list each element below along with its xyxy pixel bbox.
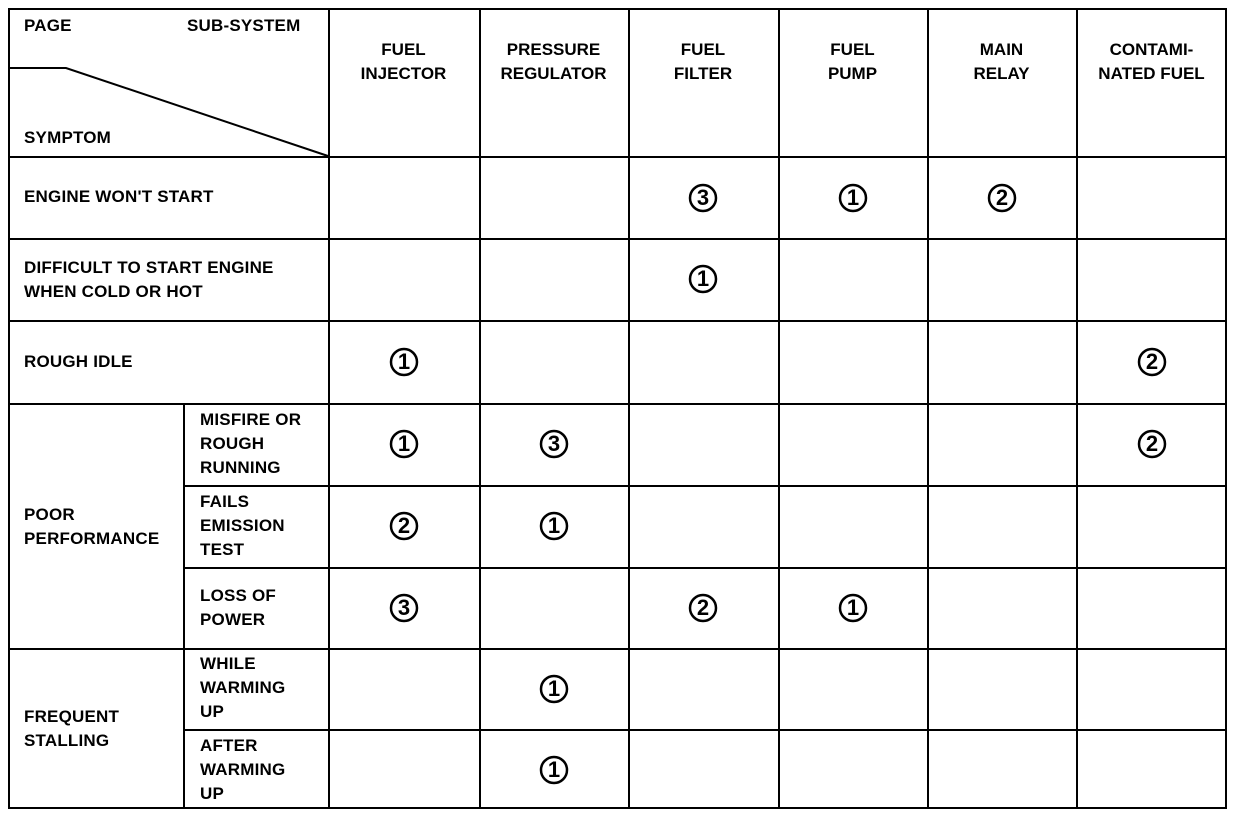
symptom-line: DIFFICULT TO START ENGINE: [24, 258, 274, 277]
subsymptom-line: WARMING: [200, 678, 286, 697]
subsymptom-line: POWER: [200, 610, 266, 629]
subsymptom-line: LOSS OF: [200, 586, 277, 605]
column-header-line: FUEL: [830, 40, 875, 59]
row-divider: [8, 403, 1227, 405]
col-divider: [1076, 8, 1078, 809]
group-line: POOR: [24, 505, 75, 524]
column-header-line: CONTAMI-: [1109, 40, 1194, 59]
column-header-line: FUEL: [381, 40, 426, 59]
subsymptom-misfire: [200, 408, 301, 480]
priority-mark: [1136, 428, 1168, 460]
priority-number: 1: [696, 266, 710, 291]
subsymptom-line: WARMING: [200, 760, 286, 779]
priority-number: 1: [397, 349, 411, 374]
priority-mark: [687, 263, 719, 295]
column-header-line: MAIN: [979, 40, 1024, 59]
group-frequent-stalling: [24, 705, 119, 753]
column-header-line: INJECTOR: [360, 64, 447, 83]
subsymptom-line: EMISSION: [200, 516, 285, 535]
priority-mark: [1136, 346, 1168, 378]
row-divider: [8, 648, 1227, 650]
subrow-divider: [183, 567, 1227, 569]
column-header-pressure-regulator: [479, 38, 628, 86]
priority-mark: [538, 754, 570, 786]
col-divider: [479, 8, 481, 809]
column-header-main-relay: [927, 38, 1076, 86]
subrow-divider: [183, 485, 1227, 487]
subsymptom-line: AFTER: [200, 736, 258, 755]
page-label: PAGE: [24, 16, 72, 35]
symptom-engine-wont-start: ENGINE WON'T START: [24, 187, 214, 206]
priority-number: 3: [696, 185, 710, 210]
subsymptom-line: RUNNING: [200, 458, 281, 477]
column-header-line: RELAY: [973, 64, 1030, 83]
priority-number: 3: [547, 431, 561, 456]
priority-number: 1: [547, 513, 561, 538]
column-header-line: FUEL: [680, 40, 726, 59]
priority-mark: [837, 592, 869, 624]
subsymptom-line: TEST: [200, 540, 245, 559]
priority-mark: [837, 182, 869, 214]
priority-mark: [538, 673, 570, 705]
col-divider: [927, 8, 929, 809]
column-header-line: PUMP: [827, 64, 878, 83]
group-divider: [183, 403, 185, 809]
column-header-line: PRESSURE: [506, 40, 601, 59]
subsymptom-loss-of-power: [200, 584, 276, 632]
group-line: FREQUENT: [24, 707, 120, 726]
subsymptom-line: MISFIRE OR: [200, 410, 302, 429]
column-header-fuel-pump: [778, 38, 927, 86]
column-header-fuel-injector: [328, 38, 479, 86]
symptom-rough-idle: ROUGH IDLE: [24, 352, 133, 371]
group-poor-performance: [24, 503, 159, 551]
subrow-divider: [183, 729, 1227, 731]
priority-mark: [388, 428, 420, 460]
priority-number: 1: [397, 431, 411, 456]
priority-number: 1: [547, 757, 561, 782]
row-divider: [8, 238, 1227, 240]
row-divider: [8, 320, 1227, 322]
col-divider: [628, 8, 630, 809]
priority-number: 1: [846, 595, 860, 620]
group-line: STALLING: [24, 731, 110, 750]
column-header-line: NATED FUEL: [1098, 64, 1205, 83]
subsymptom-fails-emission: [200, 490, 285, 562]
symptom-label: SYMPTOM: [24, 128, 112, 147]
subsymptom-line: UP: [200, 702, 225, 721]
subsystem-label: SUB-SYSTEM: [187, 16, 301, 35]
subsymptom-while-warming: [200, 652, 285, 724]
priority-mark: [538, 510, 570, 542]
priority-mark: [388, 592, 420, 624]
col-divider: [778, 8, 780, 809]
column-header-line: REGULATOR: [500, 64, 607, 83]
priority-mark: [388, 346, 420, 378]
symptom-line: WHEN COLD OR HOT: [24, 282, 203, 301]
subsymptom-line: FAILS: [200, 492, 250, 511]
priority-mark: [687, 592, 719, 624]
subsymptom-line: UP: [200, 784, 225, 803]
column-header-fuel-filter: [628, 38, 778, 86]
column-header-contaminated-fuel: [1076, 38, 1227, 86]
priority-number: 2: [1145, 431, 1159, 456]
priority-number: 2: [696, 595, 710, 620]
subsymptom-line: ROUGH: [200, 434, 265, 453]
subsymptom-after-warming: [200, 734, 285, 806]
priority-mark: [538, 428, 570, 460]
priority-mark: [986, 182, 1018, 214]
priority-number: 2: [1145, 349, 1159, 374]
priority-mark: [388, 510, 420, 542]
group-line: PERFORMANCE: [24, 529, 160, 548]
priority-number: 1: [547, 676, 561, 701]
column-header-line: FILTER: [673, 64, 733, 83]
troubleshooting-table: [8, 8, 1227, 809]
priority-number: 3: [397, 595, 411, 620]
priority-mark: [687, 182, 719, 214]
priority-number: 2: [397, 513, 411, 538]
symptom-difficult-to-start: [24, 256, 274, 304]
priority-number: 2: [995, 185, 1009, 210]
subsymptom-line: WHILE: [200, 654, 256, 673]
priority-number: 1: [846, 185, 860, 210]
